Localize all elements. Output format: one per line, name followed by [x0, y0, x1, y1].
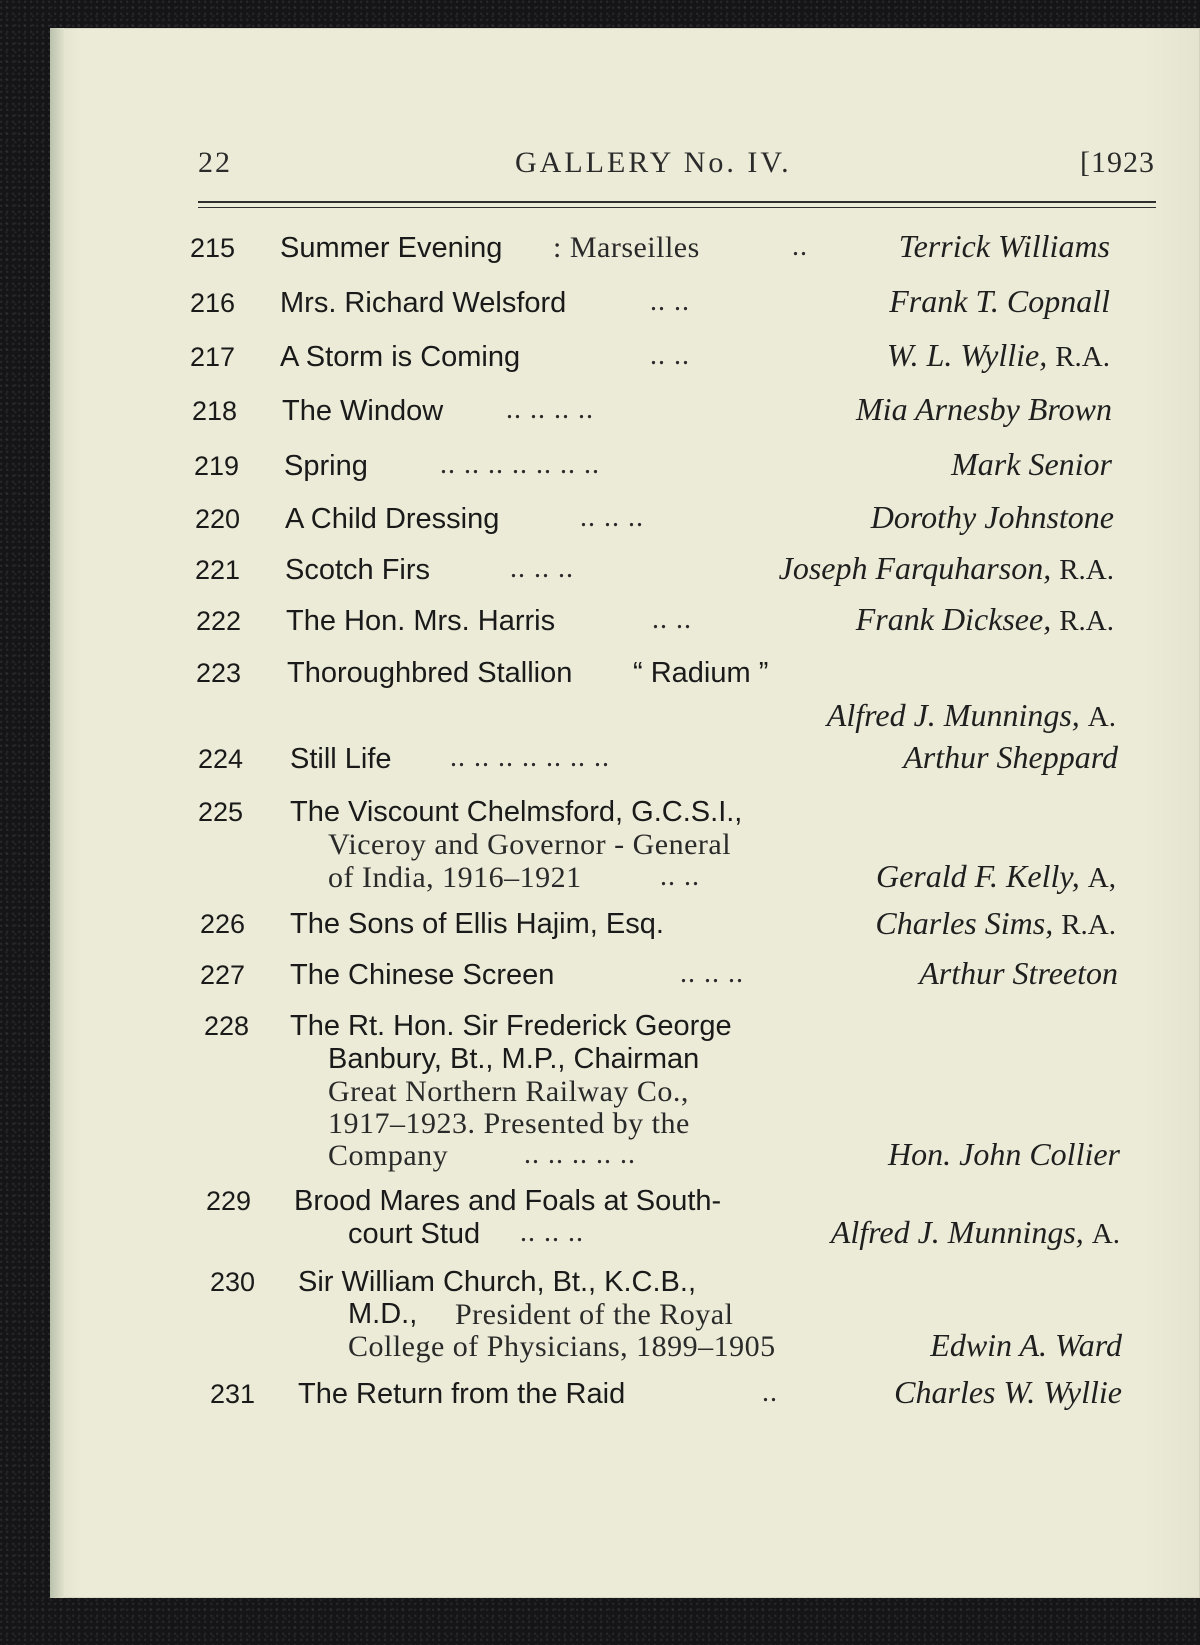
entry-title-line: Banbury, Bt., M.P., Chairman — [328, 1043, 700, 1075]
entry-subtitle-line: 1917–1923. Presented by the — [328, 1107, 690, 1140]
entry-number: 221 — [195, 555, 241, 585]
entry-title-line: court Stud — [348, 1218, 481, 1250]
entry-subtitle-line: Company — [328, 1139, 449, 1172]
leader-dots: .. .. .. .. .. .. .. — [440, 449, 600, 480]
entry-number: 229 — [206, 1186, 252, 1216]
entry-number: 219 — [194, 451, 240, 481]
entry-number: 230 — [210, 1267, 256, 1297]
leader-dots: .. .. .. .. — [506, 394, 594, 425]
leader-dots: .. .. — [650, 286, 690, 317]
catalogue-page — [50, 28, 1200, 1598]
leader-dots: .. .. — [652, 604, 692, 635]
entry-number: 228 — [204, 1011, 250, 1041]
entry-title: The Chinese Screen — [290, 959, 555, 991]
entry-artist: Terrick Williams — [898, 228, 1110, 264]
entry-title: The Rt. Hon. Sir Frederick George — [290, 1010, 732, 1042]
entry-title: Thoroughbred Stallion — [287, 657, 573, 689]
entry-subtitle-line: Great Northern Railway Co., — [328, 1075, 689, 1108]
entry-artist: Edwin A. Ward — [930, 1327, 1122, 1363]
leader-dots: .. .. .. .. .. .. .. — [450, 742, 610, 773]
entry-artist: Dorothy Johnstone — [870, 499, 1114, 535]
entry-number: 231 — [210, 1379, 256, 1409]
entry-title: Spring — [284, 450, 368, 482]
leader-dots: .. .. .. — [510, 553, 574, 584]
entry-subtitle-line: President of the Royal — [455, 1298, 734, 1331]
entry-artist: W. L. Wyllie, R.A. — [886, 337, 1110, 373]
entry-title: The Hon. Mrs. Harris — [286, 605, 556, 637]
entry-artist: Arthur Streeton — [919, 955, 1118, 991]
entry-title-line: M.D., — [348, 1298, 418, 1330]
entry-subtitle-line: College of Physicians, 1899–1905 — [348, 1330, 776, 1363]
entry-number: 224 — [198, 744, 244, 774]
entry-title: Sir William Church, Bt., K.C.B., — [298, 1266, 697, 1298]
entry-title: The Window — [282, 395, 444, 427]
entry-title: Scotch Firs — [285, 554, 431, 586]
entry-number: 222 — [196, 606, 242, 636]
entry-number: 218 — [192, 396, 238, 426]
entry-title: Mrs. Richard Welsford — [280, 287, 567, 319]
entry-artist: Gerald F. Kelly, A, — [875, 858, 1116, 894]
entry-artist: Hon. John Collier — [888, 1136, 1120, 1172]
leader-dots: .. — [762, 1377, 778, 1408]
entry-artist: Frank Dicksee, R.A. — [855, 601, 1114, 637]
gallery-title: GALLERY No. IV. — [515, 146, 792, 179]
entry-title: Brood Mares and Foals at South- — [294, 1185, 722, 1217]
entry-subtitle-line: of India, 1916–1921 — [328, 861, 582, 894]
page-edge — [50, 28, 64, 1598]
entry-number: 217 — [190, 342, 236, 372]
entry-title: A Child Dressing — [285, 503, 500, 535]
entry-subtitle-line: Viceroy and Governor - General — [328, 828, 732, 861]
entry-artist: Mia Arnesby Brown — [856, 391, 1112, 427]
entry-number: 226 — [200, 909, 246, 939]
entry-artist: Charles W. Wyllie — [894, 1374, 1122, 1410]
entry-title: A Storm is Coming — [280, 341, 521, 373]
header-rule — [198, 201, 1156, 203]
entry-number: 223 — [196, 658, 242, 688]
entry-artist: Mark Senior — [951, 446, 1112, 482]
entry-artist: Charles Sims, R.A. — [875, 905, 1116, 941]
leader-dots: .. — [792, 231, 808, 262]
leader-dots: .. .. .. — [580, 502, 644, 533]
leader-dots: .. .. .. .. .. — [524, 1139, 636, 1170]
entry-number: 227 — [200, 960, 246, 990]
catalogue-year: [1923 — [1080, 146, 1155, 179]
header-rule-thin — [198, 207, 1156, 208]
leader-dots: .. .. .. — [680, 958, 744, 989]
leader-dots: .. .. .. — [520, 1217, 584, 1248]
entry-title: Summer Evening — [280, 232, 503, 264]
entry-title: Still Life — [290, 743, 392, 775]
leader-dots: .. .. — [660, 861, 700, 892]
entry-number: 216 — [190, 288, 236, 318]
entry-title-rest: “ Radium ” — [633, 657, 769, 689]
entry-number: 220 — [195, 504, 241, 534]
entry-title-rest: : Marseilles — [553, 231, 700, 264]
entry-artist: Alfred J. Munnings, A. — [830, 1214, 1120, 1250]
entry-artist: Arthur Sheppard — [903, 739, 1118, 775]
entry-number: 215 — [190, 233, 236, 263]
entry-artist: Joseph Farquharson, R.A. — [778, 550, 1114, 586]
leader-dots: .. .. — [650, 340, 690, 371]
page-number: 22 — [198, 146, 232, 179]
entry-artist: Alfred J. Munnings, A. — [826, 697, 1116, 733]
entry-title: The Sons of Ellis Hajim, Esq. — [290, 908, 664, 940]
entry-title: The Return from the Raid — [298, 1378, 626, 1410]
entry-title: The Viscount Chelmsford, G.C.S.I., — [290, 796, 743, 828]
entry-number: 225 — [198, 797, 244, 827]
entry-artist: Frank T. Copnall — [889, 283, 1110, 319]
